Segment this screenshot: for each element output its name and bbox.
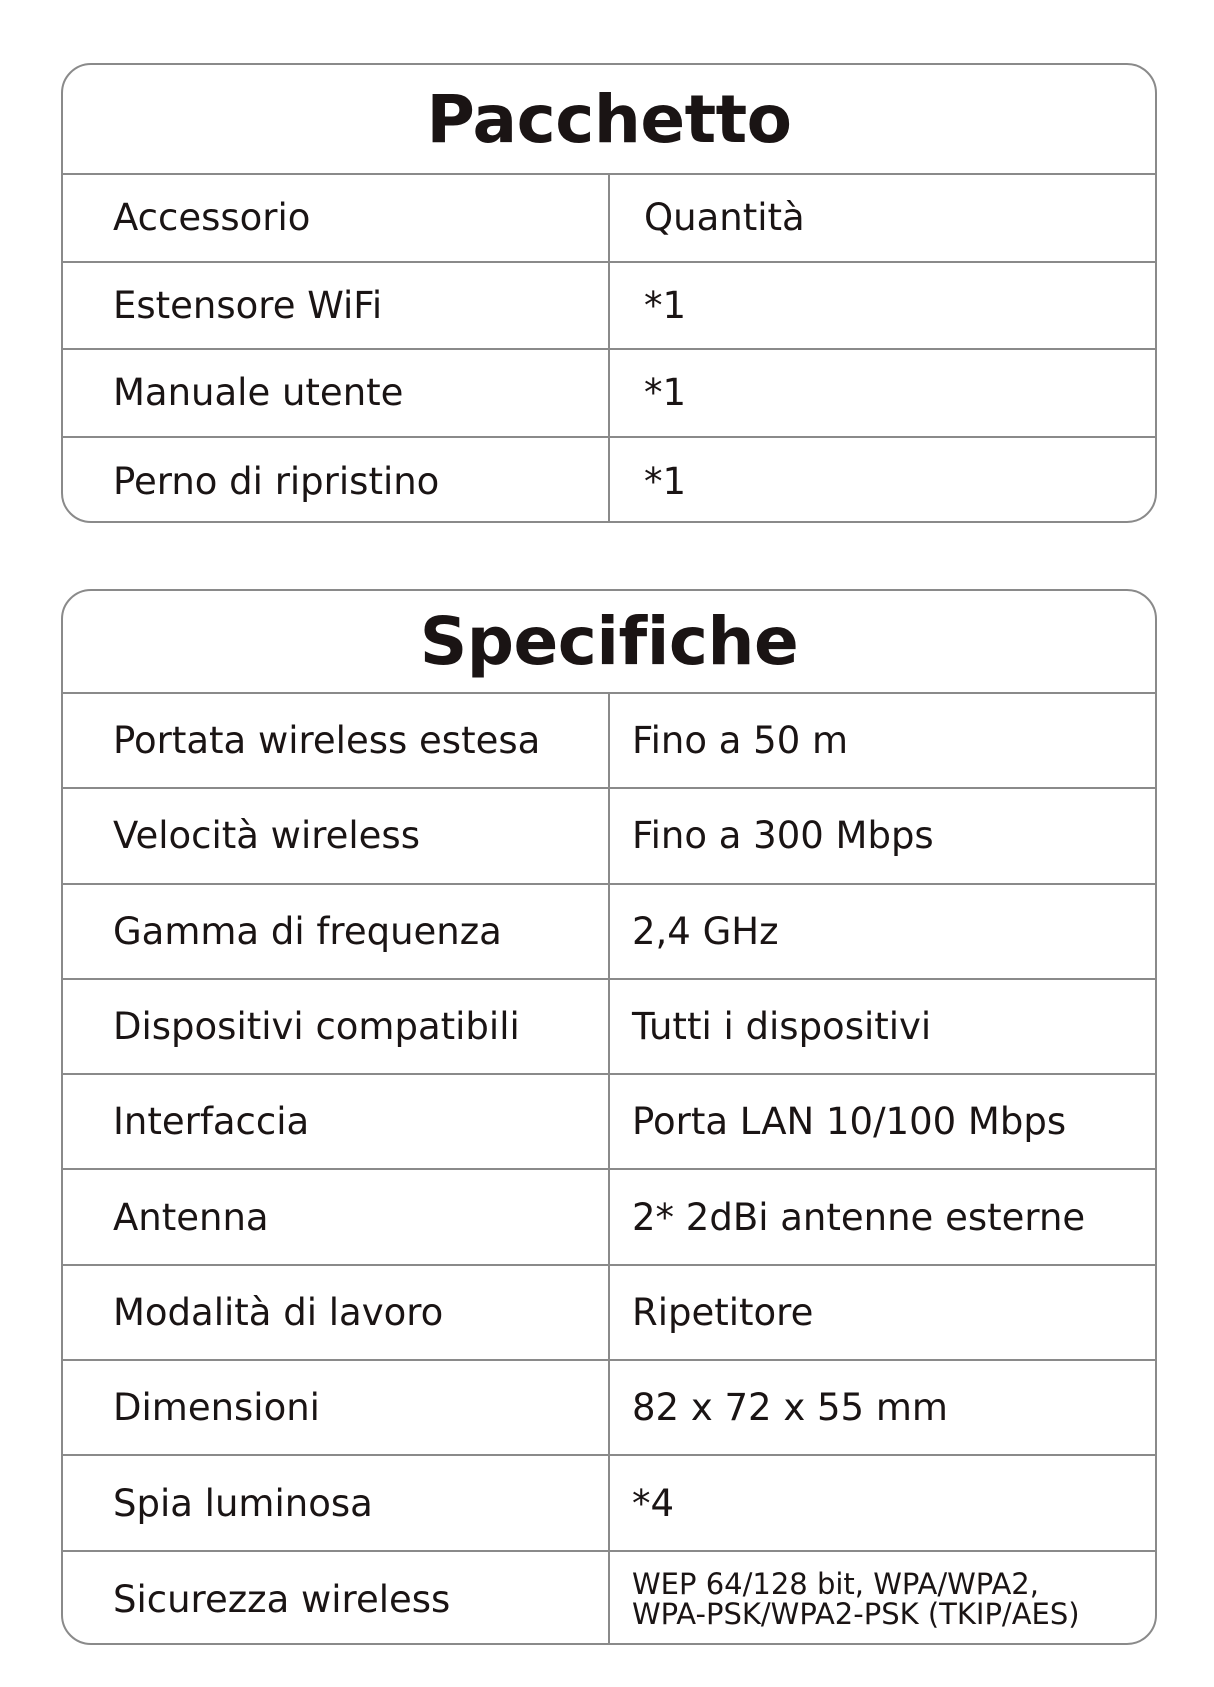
package-item-name: Perno di ripristino [63, 438, 610, 524]
package-table [63, 175, 1155, 521]
column-header-accessory: Accessorio [63, 175, 610, 261]
spec-value: Fino a 300 Mbps [632, 814, 934, 858]
spec-label: Dimensioni [63, 1361, 610, 1454]
spec-value-line: WPA-PSK/WPA2-PSK (TKIP/AES) [632, 1597, 1080, 1632]
package-item-quantity: *1 [644, 459, 687, 503]
spec-label: Spia luminosa [63, 1456, 610, 1549]
spec-row [63, 694, 1155, 789]
package-item-name: Manuale utente [63, 350, 610, 436]
spec-label: Dispositivi compatibili [63, 980, 610, 1073]
spec-value: *4 [632, 1481, 675, 1525]
spec-label: Antenna [63, 1170, 610, 1263]
spec-label: Modalità di lavoro [63, 1266, 610, 1359]
spec-label: Interfaccia [63, 1075, 610, 1168]
package-row [63, 438, 1155, 524]
package-header-row [63, 175, 1155, 263]
specs-title: Specifiche [63, 591, 1155, 694]
spec-value-stack [632, 1566, 1080, 1632]
spec-value: 82 x 72 x 55 mm [632, 1386, 948, 1430]
package-row [63, 350, 1155, 438]
specs-table [63, 694, 1155, 1643]
package-title: Pacchetto [63, 65, 1155, 175]
package-item-name: Estensore WiFi [63, 263, 610, 349]
spec-row [63, 1552, 1155, 1645]
spec-row [63, 1361, 1155, 1456]
spec-value-line: WEP 64/128 bit, WPA/WPA2, [632, 1566, 1039, 1601]
spec-value [610, 1552, 1155, 1645]
spec-row [63, 1456, 1155, 1551]
spec-row [63, 885, 1155, 980]
spec-row [63, 1266, 1155, 1361]
spec-value: 2* 2dBi antenne esterne [632, 1195, 1086, 1239]
column-header-quantity: Quantità [644, 196, 805, 240]
specs-card [61, 589, 1157, 1645]
spec-row [63, 1075, 1155, 1170]
package-card [61, 63, 1157, 523]
spec-row [63, 1170, 1155, 1265]
spec-value: Ripetitore [632, 1290, 814, 1334]
spec-value: 2,4 GHz [632, 909, 779, 953]
spec-label: Sicurezza wireless [63, 1552, 610, 1645]
spec-value: Porta LAN 10/100 Mbps [632, 1100, 1067, 1144]
spec-row [63, 789, 1155, 884]
package-row [63, 263, 1155, 351]
spec-label: Portata wireless estesa [63, 694, 610, 787]
package-item-quantity: *1 [644, 371, 687, 415]
spec-label: Gamma di frequenza [63, 885, 610, 978]
spec-value: Tutti i dispositivi [632, 1005, 932, 1049]
spec-value: Fino a 50 m [632, 719, 849, 763]
spec-row [63, 980, 1155, 1075]
spec-label: Velocità wireless [63, 789, 610, 882]
package-item-quantity: *1 [644, 283, 687, 327]
